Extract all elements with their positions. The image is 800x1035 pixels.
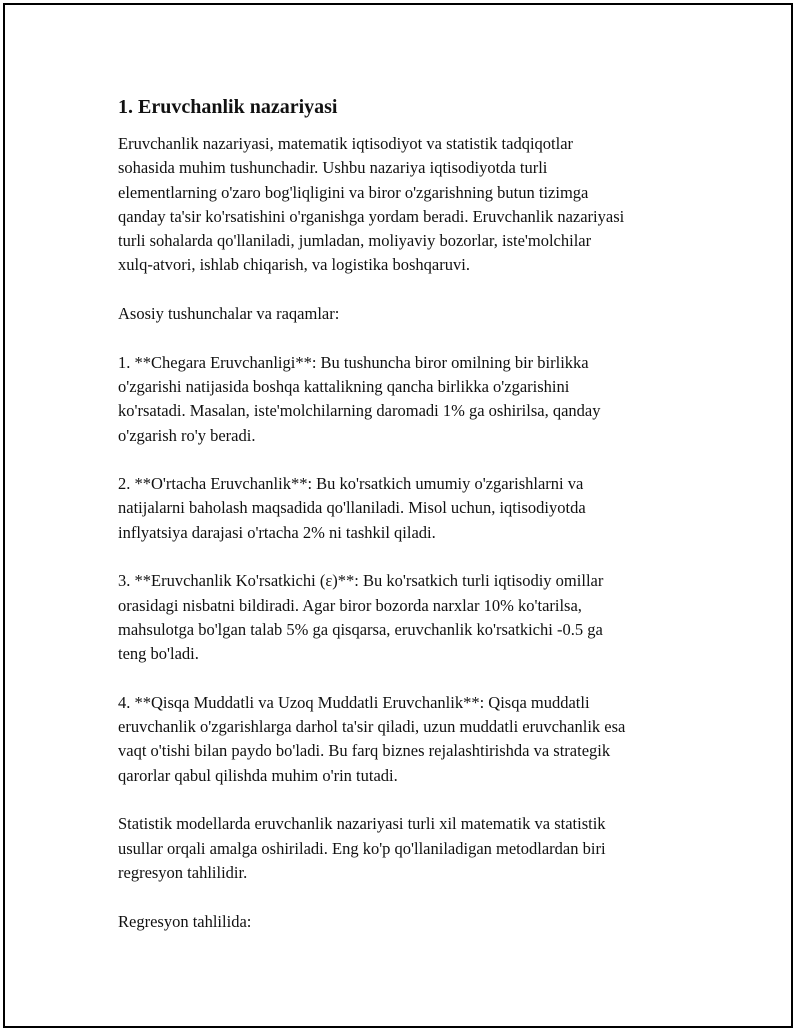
text-line: Regresyon tahlilida: [118,911,252,931]
text-line: mahsulotga bo'lgan talab 5% ga qisqarsa, eruvchanlik ko'rsatkichi -0.5 ga [118,619,603,639]
text-line: turli sohalarda qo'llaniladi, jumladan, moliyaviy bozorlar, iste'molchilar [118,231,592,251]
text-line: o'zgarishi natijasida boshqa kattalikning qancha birlikka o'zgarishini [118,376,570,396]
section-heading: 1. Eruvchanlik nazariyasi [118,96,338,118]
list-item-4 [118,691,698,788]
text-line: 3. **Eruvchanlik Ko'rsatkichi (ε)**: Bu ko'rsatkich turli iqtisodiy omillar [118,571,604,591]
text-line: regresyon tahlilidir. [118,862,248,882]
text-line: usullar orqali amalga oshiriladi. Eng ko'p qo'llaniladigan metodlardan biri [118,838,606,858]
text-line: inflyatsiya darajasi o'rtacha 2% ni tashkil qiladi. [118,522,436,542]
text-line: o'zgarish ro'y beradi. [118,425,256,445]
text-line: Asosiy tushunchalar va raqamlar: [118,304,340,324]
text-line: eruvchanlik o'zgarishlarga darhol ta'sir qiladi, uzun muddatli eruvchanlik esa [118,717,626,737]
document-body [118,95,698,958]
text-line: xulq-atvori, ishlab chiqarish, va logistika boshqaruvi. [118,255,470,275]
text-line: sohasida muhim tushunchadir. Ushbu nazariya iqtisodiyotda turli [118,158,548,178]
paragraph-intro [118,132,698,278]
list-item-2 [118,472,698,545]
paragraph-regression-lead [118,910,698,934]
text-line: 1. **Chegara Eruvchanligi**: Bu tushuncha biror omilning bir birlikka [118,352,589,372]
text-line: teng bo'ladi. [118,644,199,664]
text-line: elementlarning o'zaro bog'liqligini va biror o'zgarishning butun tizimga [118,182,589,202]
text-line: qanday ta'sir ko'rsatishini o'rganishga yordam beradi. Eruvchanlik nazariyasi [118,206,625,226]
text-line: natijalarni baholash maqsadida qo'llaniladi. Misol uchun, iqtisodiyotda [118,498,586,518]
text-line: qarorlar qabul qilishda muhim o'rin tutadi. [118,765,398,785]
text-line: Eruvchanlik nazariyasi, matematik iqtisodiyot va statistik tadqiqotlar [118,134,574,153]
paragraph-concepts-lead [118,302,698,326]
text-line: ko'rsatadi. Masalan, iste'molchilarning daromadi 1% ga oshirilsa, qanday [118,401,601,421]
text-line: vaqt o'tishi bilan paydo bo'ladi. Bu farq biznes rejalashtirishda va strategik [118,741,611,761]
paragraph-statistical-models [118,812,698,885]
text-line: Statistik modellarda eruvchanlik nazariyasi turli xil matematik va statistik [118,814,606,834]
list-item-3 [118,569,698,666]
list-item-1 [118,351,698,448]
text-line: 2. **O'rtacha Eruvchanlik**: Bu ko'rsatkich umumiy o'zgarishlarni va [118,474,584,494]
text-line: 4. **Qisqa Muddatli va Uzoq Muddatli Eruvchanlik**: Qisqa muddatli [118,692,590,712]
text-line: orasidagi nisbatni bildiradi. Agar biror bozorda narxlar 10% ko'tarilsa, [118,595,582,615]
